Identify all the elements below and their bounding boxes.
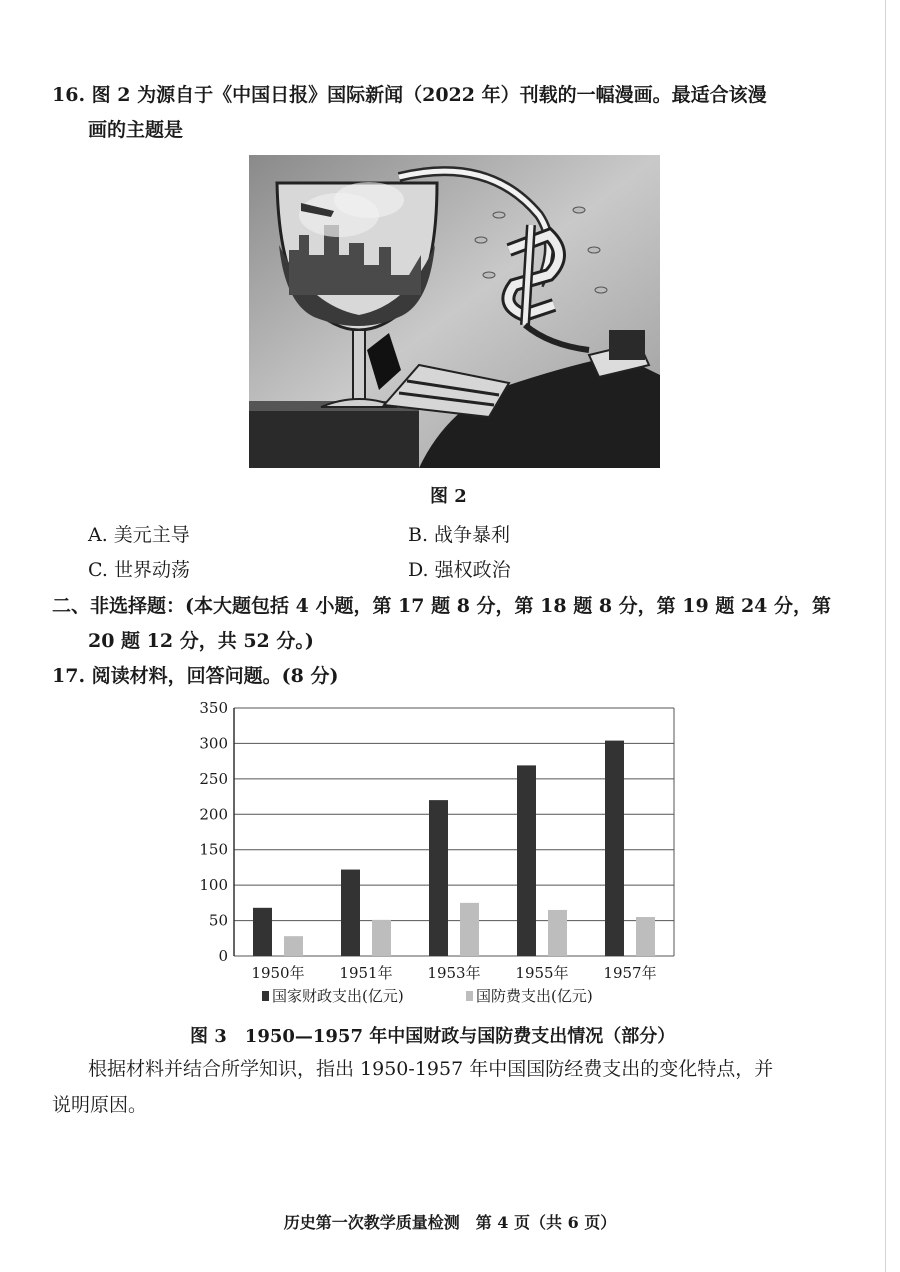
cartoon-image <box>249 155 660 468</box>
q16-stem-line2: 画的主题是 <box>88 119 184 141</box>
chart-legend <box>262 987 593 1005</box>
legend-swatch <box>466 991 473 1001</box>
bar-defense <box>548 910 567 956</box>
legend-label: 国防费支出(亿元) <box>476 987 593 1005</box>
q17-title: 17. 阅读材料，回答问题。(8 分) <box>52 665 339 687</box>
x-tick-label: 1951年 <box>339 964 393 982</box>
bar-defense <box>372 920 391 956</box>
bar-defense <box>636 917 655 956</box>
option-d[interactable]: D. 强权政治 <box>408 559 511 581</box>
figure-2-caption: 图 2 <box>430 486 467 507</box>
q16-stem-line1: 16. 图 2 为源自于《中国日报》国际新闻（2022 年）刊载的一幅漫画。最适合该漫 <box>52 84 767 106</box>
y-tick-label: 250 <box>199 769 228 788</box>
page-edge <box>885 0 886 1272</box>
x-tick-label: 1957年 <box>603 964 657 982</box>
q17-question-line1: 根据材料并结合所学知识，指出 1950-1957 年中国国防经费支出的变化特点，并 <box>88 1058 774 1080</box>
y-tick-label: 150 <box>199 840 228 859</box>
x-tick-label: 1950年 <box>251 964 305 982</box>
section-2-heading-line2: 20 题 12 分，共 52 分。) <box>88 630 314 652</box>
y-tick-label: 200 <box>199 805 228 824</box>
y-tick-label: 50 <box>208 911 228 930</box>
q17-question-line2: 说明原因。 <box>52 1094 148 1116</box>
option-c[interactable]: C. 世界动荡 <box>88 559 190 581</box>
y-axis-labels <box>199 700 228 965</box>
bar-chart <box>190 700 690 1010</box>
y-tick-label: 0 <box>218 947 228 965</box>
bar-fiscal <box>341 870 360 956</box>
bar-fiscal <box>517 765 536 956</box>
bar-fiscal <box>429 800 448 956</box>
page-footer: 历史第一次教学质量检测 第 4 页（共 6 页） <box>283 1213 617 1232</box>
y-tick-label: 350 <box>199 700 228 717</box>
section-2-heading-line1: 二、非选择题：(本大题包括 4 小题，第 17 题 8 分，第 18 题 8 分，第 19 题 24 分，第 <box>52 595 832 617</box>
option-b[interactable]: B. 战争暴利 <box>408 524 511 546</box>
option-a[interactable]: A. 美元主导 <box>88 524 190 546</box>
figure-3-caption: 图 3 1950—1957 年中国财政与国防费支出情况（部分） <box>190 1026 676 1047</box>
x-axis-labels <box>251 964 656 982</box>
chart-bars <box>253 741 655 956</box>
bar-defense <box>284 936 303 956</box>
bar-defense <box>460 903 479 956</box>
bar-fiscal <box>605 741 624 956</box>
x-tick-label: 1955年 <box>515 964 569 982</box>
y-tick-label: 100 <box>199 876 228 895</box>
bar-fiscal <box>253 908 272 956</box>
legend-label: 国家财政支出(亿元) <box>272 987 404 1005</box>
legend-swatch <box>262 991 269 1001</box>
y-tick-label: 300 <box>199 734 228 753</box>
x-tick-label: 1953年 <box>427 964 481 982</box>
